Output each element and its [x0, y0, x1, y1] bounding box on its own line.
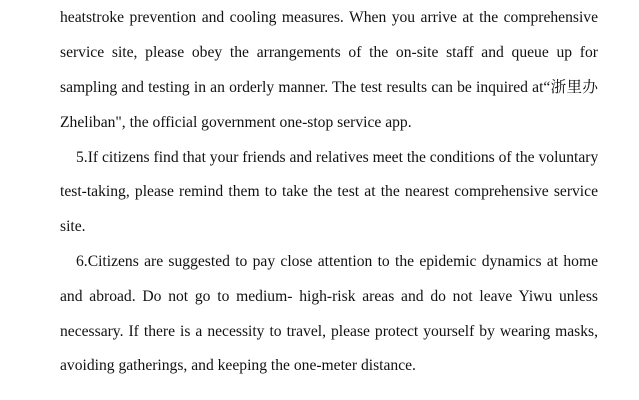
paragraph-4-line-4: Zheliban", the official government one-stop service app.: [60, 114, 412, 131]
paragraph-6-line-4: avoiding gatherings, and keeping the one-meter distance.: [60, 357, 416, 374]
paragraph-6-line-3: necessary. If there is a necessity to travel, please protect yourself by wearing masks,: [60, 323, 598, 340]
paragraph-4-line-1: heatstroke prevention and cooling measures. When you arrive at the comprehensive: [60, 9, 598, 26]
paragraph-4-line-3: sampling and testing in an orderly manner. The test results can be inquired at“浙里办: [60, 79, 598, 96]
paragraph-4-line-2: service site, please obey the arrangements of the on-site staff and queue up for: [60, 44, 598, 61]
paragraph-5-line-1: 5.If citizens find that your friends and relatives meet the conditions of the voluntary: [76, 149, 598, 166]
paragraph-6-line-2: and abroad. Do not go to medium- high-risk areas and do not leave Yiwu unless: [60, 288, 598, 305]
paragraph-5-line-2: test-taking, please remind them to take the test at the nearest comprehensive service: [60, 183, 598, 200]
paragraph-6-line-1: 6.Citizens are suggested to pay close attention to the epidemic dynamics at home: [76, 253, 598, 270]
paragraph-5-line-3: site.: [60, 218, 86, 235]
